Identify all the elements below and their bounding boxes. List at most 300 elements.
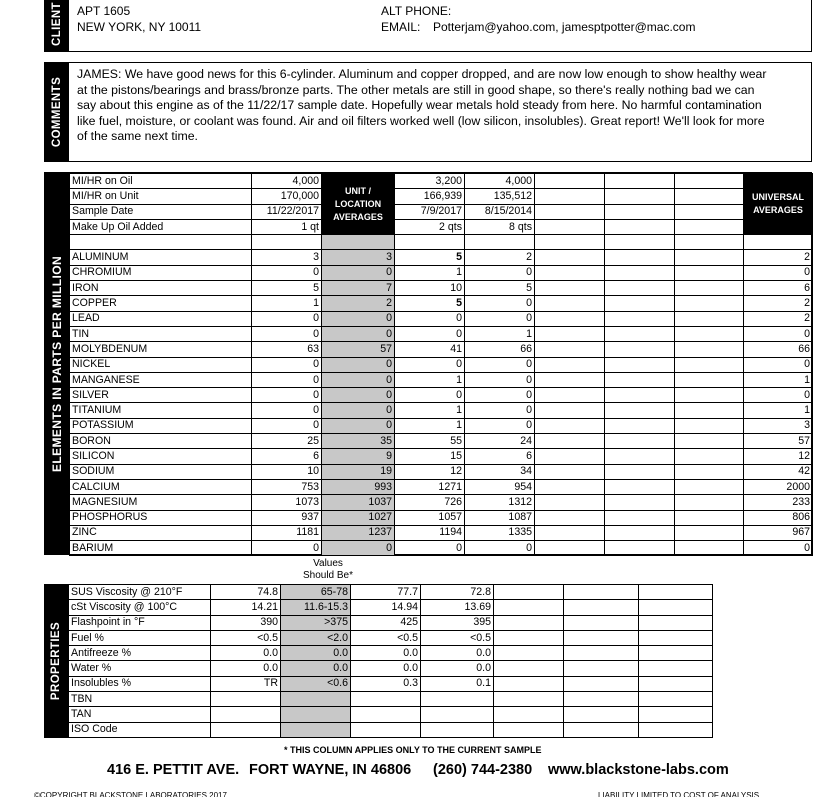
row-label: MI/HR on Oil <box>70 174 252 189</box>
empty-cell <box>639 676 713 691</box>
element-name: ALUMINUM <box>70 250 252 265</box>
empty-cell <box>639 722 713 737</box>
current-sample-cell: 0.0 <box>211 661 281 676</box>
current-sample-cell: 10 <box>252 464 322 479</box>
empty-cell <box>675 311 744 326</box>
footer-city: FORT WAYNE, IN 46806 <box>249 762 412 778</box>
empty-cell <box>675 449 744 464</box>
footer-address: 416 E. PETTIT AVE. <box>107 762 240 778</box>
element-name: IRON <box>70 281 252 296</box>
element-name: MANGANESE <box>70 372 252 387</box>
empty-cell <box>494 585 564 600</box>
empty-cell <box>535 235 605 250</box>
sample-3-cell: 0 <box>465 265 535 280</box>
element-name: TITANIUM <box>70 403 252 418</box>
sample-2-cell: 425 <box>351 615 421 630</box>
element-name: CHROMIUM <box>70 265 252 280</box>
unit-average-cell: 1237 <box>322 525 395 540</box>
empty-cell <box>639 600 713 615</box>
universal-average-cell: 57 <box>744 434 813 449</box>
address-line-2: NEW YORK, NY 10011 <box>77 20 202 34</box>
empty-cell <box>564 646 639 661</box>
empty-cell <box>322 235 395 250</box>
empty-cell <box>535 357 605 372</box>
empty-cell <box>535 326 605 341</box>
sample-3-cell: 0 <box>465 403 535 418</box>
empty-cell <box>675 510 744 525</box>
empty-cell <box>675 189 744 204</box>
empty-cell <box>605 296 675 311</box>
empty-cell <box>675 434 744 449</box>
sample-3-cell: 135,512 <box>465 189 535 204</box>
property-name: TAN <box>69 707 211 722</box>
current-sample-cell: 0.0 <box>211 646 281 661</box>
empty-cell <box>494 722 564 737</box>
should-be-cell: 0.0 <box>281 661 351 676</box>
sample-2-cell: 166,939 <box>395 189 465 204</box>
sample-2-cell: 14.94 <box>351 600 421 615</box>
empty-cell <box>535 541 605 556</box>
header-row <box>70 204 813 219</box>
sample-2-cell: 1194 <box>395 525 465 540</box>
empty-cell <box>675 204 744 219</box>
sample-2-cell <box>351 692 421 707</box>
universal-average-cell: 6 <box>744 281 813 296</box>
universal-average-cell: 233 <box>744 495 813 510</box>
empty-cell <box>605 464 675 479</box>
empty-cell <box>535 510 605 525</box>
element-row <box>70 265 813 280</box>
element-row <box>70 250 813 265</box>
empty-cell <box>675 326 744 341</box>
sample-2-cell: 0.3 <box>351 676 421 691</box>
current-sample-cell: 390 <box>211 615 281 630</box>
empty-cell <box>494 661 564 676</box>
universal-average-cell: 2000 <box>744 479 813 494</box>
current-sample-cell: 14.21 <box>211 600 281 615</box>
element-name: MAGNESIUM <box>70 495 252 510</box>
empty-cell <box>675 525 744 540</box>
sample-3-cell: 13.69 <box>421 600 494 615</box>
empty-cell <box>535 311 605 326</box>
property-row <box>69 600 713 615</box>
empty-cell <box>605 357 675 372</box>
client-info-box <box>44 0 812 52</box>
footer-phone: (260) 744-2380 <box>433 762 533 778</box>
property-row <box>69 585 713 600</box>
element-row <box>70 525 813 540</box>
sample-3-cell: 0 <box>465 541 535 556</box>
property-name: Insolubles % <box>69 676 211 691</box>
element-name: SILICON <box>70 449 252 464</box>
unit-average-cell: 0 <box>322 265 395 280</box>
property-name: ISO Code <box>69 722 211 737</box>
sample-3-cell: 2 <box>465 250 535 265</box>
empty-cell <box>535 281 605 296</box>
empty-cell <box>675 541 744 556</box>
empty-cell <box>605 510 675 525</box>
current-sample-cell: 1181 <box>252 525 322 540</box>
empty-cell <box>535 204 605 219</box>
sample-3-cell <box>421 692 494 707</box>
sample-2-cell: 1 <box>395 418 465 433</box>
empty-cell <box>639 630 713 645</box>
sample-2-cell: 1057 <box>395 510 465 525</box>
sample-2-cell: 1271 <box>395 479 465 494</box>
empty-cell <box>675 235 744 250</box>
current-sample-cell: 0 <box>252 265 322 280</box>
should-be-cell: >375 <box>281 615 351 630</box>
property-name: Water % <box>69 661 211 676</box>
unit-average-cell: 0 <box>322 388 395 403</box>
empty-cell <box>535 250 605 265</box>
universal-average-cell: 0 <box>744 388 813 403</box>
sample-2-cell: 1 <box>395 265 465 280</box>
unit-average-cell: 0 <box>322 311 395 326</box>
empty-cell <box>535 403 605 418</box>
empty-cell <box>675 296 744 311</box>
empty-cell <box>494 676 564 691</box>
sample-3-cell: 1 <box>465 326 535 341</box>
empty-cell <box>494 600 564 615</box>
client-section-label: CLIENT <box>51 1 63 46</box>
sample-2-cell: 5 <box>395 250 465 265</box>
empty-cell <box>675 495 744 510</box>
empty-cell <box>639 615 713 630</box>
element-row <box>70 296 813 311</box>
current-sample-cell: 0 <box>252 357 322 372</box>
empty-cell <box>535 219 605 234</box>
sample-2-cell <box>351 722 421 737</box>
empty-cell <box>564 676 639 691</box>
comment-text: JAMES: We have good news for this 6-cylinder. Aluminum and copper dropped, and are now low enough to show healthy wear at the pistons/bearings and brass/bronze parts. The other metals are still in good shape, so there's really nothing bad we can say about this engine as of the 11/22/17 sample date. Hopefully wear metals hold steady from here. No harmful contamination like fuel, moisture, or coolant was found. Air and oil filters worked well (low silicon, insolubles). Great report! We'll look for more of the same next time. <box>77 67 767 144</box>
current-sample-cell: 1 qt <box>252 219 322 234</box>
element-row <box>70 541 813 556</box>
sample-2-cell: 0 <box>395 357 465 372</box>
universal-average-cell: 42 <box>744 464 813 479</box>
property-row <box>69 630 713 645</box>
empty-cell <box>535 174 605 189</box>
universal-average-cell: 12 <box>744 449 813 464</box>
empty-cell <box>494 692 564 707</box>
empty-cell <box>639 707 713 722</box>
should-be-cell <box>281 707 351 722</box>
universal-average-cell: 1 <box>744 403 813 418</box>
unit-average-cell: 19 <box>322 464 395 479</box>
empty-cell <box>564 692 639 707</box>
empty-cell <box>535 265 605 280</box>
elements-section-label: ELEMENTS IN PARTS PER MILLION <box>50 255 64 472</box>
properties-table <box>68 584 713 738</box>
footer-website[interactable]: www.blackstone-labs.com <box>548 762 729 778</box>
empty-cell <box>535 449 605 464</box>
empty-cell <box>675 418 744 433</box>
sample-2-cell: 5 <box>395 296 465 311</box>
header-row <box>70 189 813 204</box>
element-row <box>70 479 813 494</box>
property-row <box>69 676 713 691</box>
properties-section-label: PROPERTIES <box>50 621 62 701</box>
unit-average-cell: 0 <box>322 372 395 387</box>
element-name: CALCIUM <box>70 479 252 494</box>
element-name: PHOSPHORUS <box>70 510 252 525</box>
unit-average-cell: 57 <box>322 342 395 357</box>
current-sample-cell: 25 <box>252 434 322 449</box>
current-sample-cell: 4,000 <box>252 174 322 189</box>
sample-3-cell: 395 <box>421 615 494 630</box>
empty-cell <box>675 219 744 234</box>
should-be-cell: 11.6-15.3 <box>281 600 351 615</box>
email-label: EMAIL: <box>381 20 421 34</box>
empty-cell <box>605 479 675 494</box>
current-sample-cell <box>211 722 281 737</box>
element-row <box>70 342 813 357</box>
empty-cell <box>744 235 813 250</box>
unit-average-cell: 1037 <box>322 495 395 510</box>
empty-cell <box>564 630 639 645</box>
element-name: TIN <box>70 326 252 341</box>
universal-average-cell: 806 <box>744 510 813 525</box>
sample-3-cell: 0 <box>465 372 535 387</box>
empty-cell <box>605 541 675 556</box>
unit-average-cell: 9 <box>322 449 395 464</box>
element-row <box>70 510 813 525</box>
empty-cell <box>564 661 639 676</box>
empty-cell <box>494 646 564 661</box>
header-row <box>70 219 813 234</box>
element-row <box>70 326 813 341</box>
current-sample-cell: 753 <box>252 479 322 494</box>
universal-average-cell: 2 <box>744 250 813 265</box>
unit-average-cell: 0 <box>322 403 395 418</box>
elements-sidebar <box>45 173 69 554</box>
row-label: Make Up Oil Added <box>70 219 252 234</box>
comments-section-label: COMMENTS <box>51 76 63 148</box>
empty-cell <box>605 525 675 540</box>
empty-cell <box>605 449 675 464</box>
universal-average-cell: 0 <box>744 357 813 372</box>
should-be-cell: 0.0 <box>281 646 351 661</box>
empty-cell <box>605 311 675 326</box>
sample-3-cell: 0.0 <box>421 661 494 676</box>
empty-cell <box>535 418 605 433</box>
empty-cell <box>639 692 713 707</box>
should-be-cell: 65-78 <box>281 585 351 600</box>
current-sample-cell: 5 <box>252 281 322 296</box>
current-sample-cell: 3 <box>252 250 322 265</box>
sample-2-cell: 0.0 <box>351 661 421 676</box>
empty-cell <box>252 235 322 250</box>
property-name: SUS Viscosity @ 210°F <box>69 585 211 600</box>
empty-cell <box>605 326 675 341</box>
empty-cell <box>675 464 744 479</box>
empty-cell <box>494 615 564 630</box>
sample-3-cell: 0 <box>465 311 535 326</box>
element-name: ZINC <box>70 525 252 540</box>
empty-cell <box>395 235 465 250</box>
empty-cell <box>605 372 675 387</box>
liability-note: LIABILITY LIMITED TO COST OF ANALYSIS <box>598 791 760 797</box>
address-line-1: APT 1605 <box>77 4 131 18</box>
empty-cell <box>564 722 639 737</box>
empty-cell <box>605 250 675 265</box>
empty-cell <box>535 372 605 387</box>
should-be-cell <box>281 722 351 737</box>
empty-cell <box>494 707 564 722</box>
sample-3-cell: 8 qts <box>465 219 535 234</box>
header-row <box>70 174 813 189</box>
should-be-cell: <2.0 <box>281 630 351 645</box>
current-sample-cell: 0 <box>252 403 322 418</box>
element-name: LEAD <box>70 311 252 326</box>
sample-3-cell: <0.5 <box>421 630 494 645</box>
element-row <box>70 449 813 464</box>
sample-3-cell: 4,000 <box>465 174 535 189</box>
property-row <box>69 707 713 722</box>
unit-average-cell: 0 <box>322 418 395 433</box>
universal-average-cell: 967 <box>744 525 813 540</box>
unit-average-cell: 0 <box>322 357 395 372</box>
sample-3-cell: 0.0 <box>421 646 494 661</box>
empty-cell <box>535 479 605 494</box>
should-be-cell: <0.6 <box>281 676 351 691</box>
row-label: Sample Date <box>70 204 252 219</box>
sample-3-cell: 1312 <box>465 495 535 510</box>
current-sample-cell: 6 <box>252 449 322 464</box>
sample-2-cell: 55 <box>395 434 465 449</box>
sample-3-cell: 8/15/2014 <box>465 204 535 219</box>
empty-cell <box>535 495 605 510</box>
sample-2-cell: 12 <box>395 464 465 479</box>
element-name: NICKEL <box>70 357 252 372</box>
property-row <box>69 646 713 661</box>
property-name: Fuel % <box>69 630 211 645</box>
sample-2-cell: 726 <box>395 495 465 510</box>
empty-cell <box>605 418 675 433</box>
element-name: SODIUM <box>70 464 252 479</box>
empty-cell <box>605 281 675 296</box>
empty-cell <box>675 372 744 387</box>
property-name: Antifreeze % <box>69 646 211 661</box>
sample-3-cell: 5 <box>465 281 535 296</box>
property-row <box>69 692 713 707</box>
empty-cell <box>564 585 639 600</box>
current-sample-cell: <0.5 <box>211 630 281 645</box>
element-name: MOLYBDENUM <box>70 342 252 357</box>
row-label: MI/HR on Unit <box>70 189 252 204</box>
empty-cell <box>675 342 744 357</box>
empty-cell <box>675 479 744 494</box>
element-name: POTASSIUM <box>70 418 252 433</box>
spacer-row <box>70 235 813 250</box>
current-sample-cell: 0 <box>252 311 322 326</box>
sample-2-cell: 3,200 <box>395 174 465 189</box>
sample-2-cell: 0 <box>395 326 465 341</box>
properties-sidebar <box>44 584 68 738</box>
universal-average-cell: 3 <box>744 418 813 433</box>
sample-2-cell: 2 qts <box>395 219 465 234</box>
element-name: BORON <box>70 434 252 449</box>
current-sample-cell <box>211 707 281 722</box>
element-row <box>70 357 813 372</box>
empty-cell <box>605 219 675 234</box>
sample-2-cell: <0.5 <box>351 630 421 645</box>
empty-cell <box>605 235 675 250</box>
property-row <box>69 661 713 676</box>
universal-averages-header: UNIVERSAL AVERAGES <box>744 174 813 235</box>
current-sample-cell: TR <box>211 676 281 691</box>
empty-cell <box>70 235 252 250</box>
sample-3-cell: 0 <box>465 388 535 403</box>
sample-3-cell: 34 <box>465 464 535 479</box>
property-name: cSt Viscosity @ 100°C <box>69 600 211 615</box>
empty-cell <box>535 525 605 540</box>
empty-cell <box>605 434 675 449</box>
empty-cell <box>675 174 744 189</box>
sample-2-cell: 0 <box>395 388 465 403</box>
current-sample-cell: 937 <box>252 510 322 525</box>
element-row <box>70 434 813 449</box>
properties-block <box>44 584 712 738</box>
empty-cell <box>564 615 639 630</box>
empty-cell <box>535 296 605 311</box>
sample-2-cell <box>351 707 421 722</box>
sample-2-cell: 0.0 <box>351 646 421 661</box>
property-row <box>69 722 713 737</box>
element-row <box>70 464 813 479</box>
universal-average-cell: 0 <box>744 265 813 280</box>
current-sample-cell <box>211 692 281 707</box>
should-be-cell <box>281 692 351 707</box>
sample-3-cell: 1087 <box>465 510 535 525</box>
unit-averages-header: UNIT / LOCATION AVERAGES <box>322 174 395 235</box>
sample-3-cell <box>421 707 494 722</box>
unit-average-cell: 7 <box>322 281 395 296</box>
sample-2-cell: 7/9/2017 <box>395 204 465 219</box>
empty-cell <box>605 204 675 219</box>
comments-sidebar <box>45 63 69 161</box>
sample-3-cell: 0 <box>465 418 535 433</box>
current-sample-cell: 1 <box>252 296 322 311</box>
sample-3-cell: 0.1 <box>421 676 494 691</box>
sample-2-cell: 1 <box>395 403 465 418</box>
element-row <box>70 388 813 403</box>
email-value: Potterjam@yahoo.com, jamesptpotter@mac.com <box>433 20 696 34</box>
sample-3-cell: 0 <box>465 357 535 372</box>
element-row <box>70 372 813 387</box>
universal-average-cell: 2 <box>744 296 813 311</box>
element-row <box>70 311 813 326</box>
current-sample-cell: 0 <box>252 418 322 433</box>
universal-average-cell: 1 <box>744 372 813 387</box>
sample-2-cell: 1 <box>395 372 465 387</box>
property-row <box>69 615 713 630</box>
element-name: SILVER <box>70 388 252 403</box>
empty-cell <box>564 600 639 615</box>
empty-cell <box>675 281 744 296</box>
current-sample-cell: 0 <box>252 388 322 403</box>
universal-average-cell: 0 <box>744 326 813 341</box>
sample-2-cell: 15 <box>395 449 465 464</box>
element-row <box>70 403 813 418</box>
values-should-be-label: Values Should Be* <box>302 558 354 581</box>
property-name: Flashpoint in °F <box>69 615 211 630</box>
unit-average-cell: 0 <box>322 326 395 341</box>
sample-3-cell: 954 <box>465 479 535 494</box>
alt-phone-label: ALT PHONE: <box>381 4 452 18</box>
empty-cell <box>605 189 675 204</box>
current-sample-cell: 63 <box>252 342 322 357</box>
